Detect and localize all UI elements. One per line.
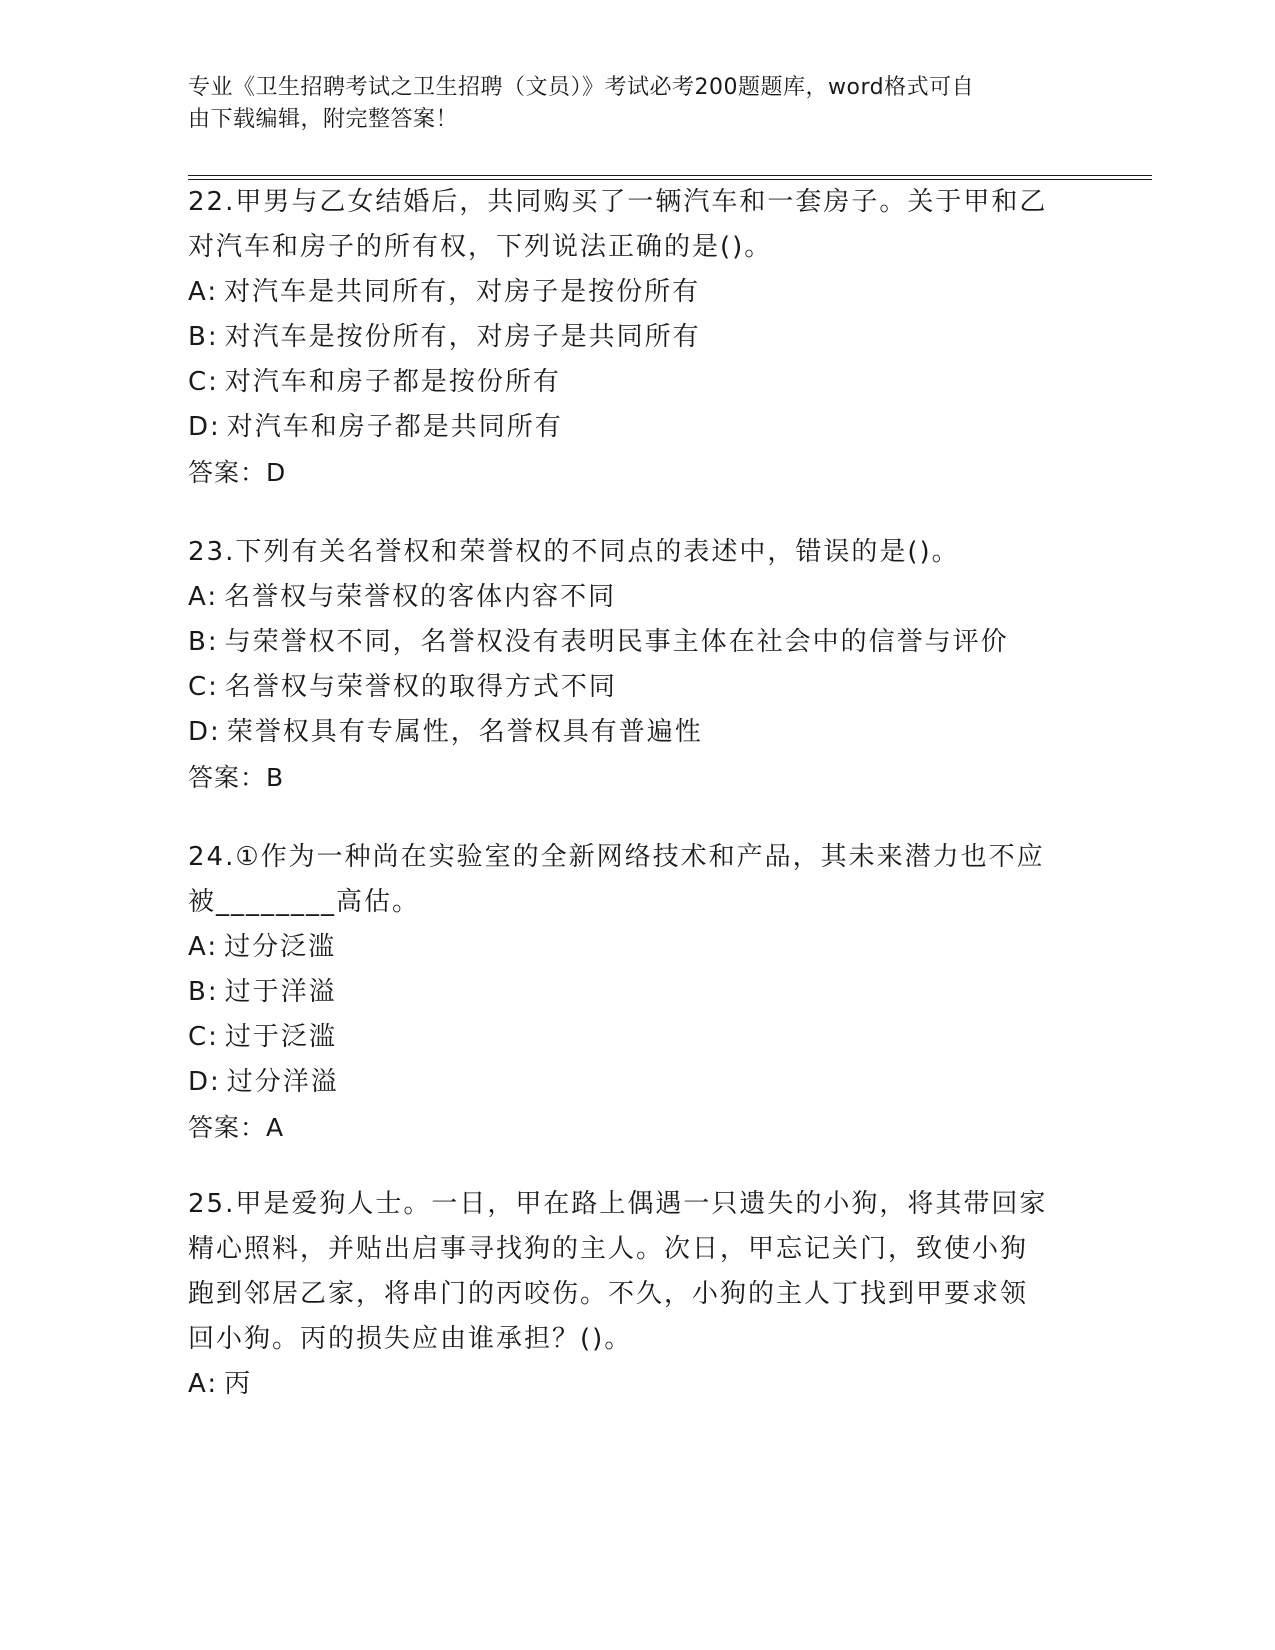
option-key: A:	[188, 582, 219, 612]
option-b	[188, 620, 1088, 665]
option-key: D:	[188, 412, 221, 442]
question-24	[188, 835, 1088, 1150]
stem-line: 24.①作为一种尚在实验室的全新网络技术和产品，其未来潜力也不应	[188, 842, 1045, 872]
option-a	[188, 270, 1088, 315]
option-b	[188, 970, 1088, 1015]
option-c	[188, 360, 1088, 405]
stem-line: 跑到邻居乙家，将串门的丙咬伤。不久，小狗的主人丁找到甲要求领	[188, 1279, 1029, 1309]
stem-line: 被________高估。	[188, 887, 421, 917]
option-a	[188, 925, 1088, 970]
stem-line: 22.甲男与乙女结婚后，共同购买了一辆汽车和一套房子。关于甲和乙	[188, 187, 1048, 217]
stem-line: 25.甲是爱狗人士。一日，甲在路上偶遇一只遗失的小狗，将其带回家	[188, 1189, 1048, 1219]
option-key: A:	[188, 277, 219, 307]
option-b	[188, 315, 1088, 360]
option-a	[188, 1362, 1088, 1407]
option-text: 过于洋溢	[224, 977, 337, 1007]
option-text: 对汽车和房子都是共同所有	[226, 412, 563, 442]
option-key: B:	[188, 322, 219, 352]
option-key: C:	[188, 672, 219, 702]
option-text: 名誉权与荣誉权的取得方式不同	[224, 672, 617, 702]
option-text: 与荣誉权不同，名誉权没有表明民事主体在社会中的信誉与评价	[224, 627, 1009, 657]
option-key: A:	[188, 1369, 219, 1399]
stem-line: 23.下列有关名誉权和荣誉权的不同点的表述中，错误的是()。	[188, 537, 960, 567]
option-key: B:	[188, 977, 219, 1007]
answer-line: 答案：A	[188, 1113, 285, 1142]
option-d	[188, 1060, 1088, 1105]
option-text: 对汽车是共同所有，对房子是按份所有	[224, 277, 701, 307]
option-text: 对汽车和房子都是按份所有	[224, 367, 561, 397]
option-text: 名誉权与荣誉权的客体内容不同	[224, 582, 617, 612]
option-key: C:	[188, 1022, 219, 1052]
option-text: 过分洋溢	[226, 1067, 339, 1097]
document-header	[188, 72, 1088, 136]
option-key: A:	[188, 932, 219, 962]
question-25	[188, 1182, 1088, 1407]
option-text: 过分泛滥	[224, 932, 337, 962]
option-text: 荣誉权具有专属性，名誉权具有普遍性	[226, 717, 703, 747]
option-d	[188, 405, 1088, 450]
stem-line: 回小狗。丙的损失应由谁承担？()。	[188, 1324, 633, 1354]
header-line-1: 专业《卫生招聘考试之卫生招聘（文员）》考试必考200题题库，word格式可自	[188, 75, 975, 100]
option-c	[188, 1015, 1088, 1060]
answer-line: 答案：B	[188, 763, 285, 792]
question-stem	[188, 835, 1088, 925]
stem-line: 精心照料，并贴出启事寻找狗的主人。次日，甲忘记关门，致使小狗	[188, 1234, 1029, 1264]
option-a	[188, 575, 1088, 620]
option-key: D:	[188, 1067, 221, 1097]
answer-line: 答案：D	[188, 458, 287, 487]
option-c	[188, 665, 1088, 710]
question-22	[188, 180, 1088, 495]
question-stem	[188, 180, 1088, 270]
option-key: D:	[188, 717, 221, 747]
option-text: 对汽车是按份所有，对房子是共同所有	[224, 322, 701, 352]
question-stem	[188, 1182, 1088, 1362]
question-23	[188, 530, 1088, 800]
option-d	[188, 710, 1088, 755]
option-text: 过于泛滥	[224, 1022, 337, 1052]
option-key: C:	[188, 367, 219, 397]
question-stem	[188, 530, 1088, 575]
option-key: B:	[188, 627, 219, 657]
stem-line: 对汽车和房子的所有权，下列说法正确的是()。	[188, 232, 773, 262]
header-line-2: 由下载编辑，附完整答案！	[188, 107, 459, 132]
option-text: 丙	[224, 1369, 253, 1399]
